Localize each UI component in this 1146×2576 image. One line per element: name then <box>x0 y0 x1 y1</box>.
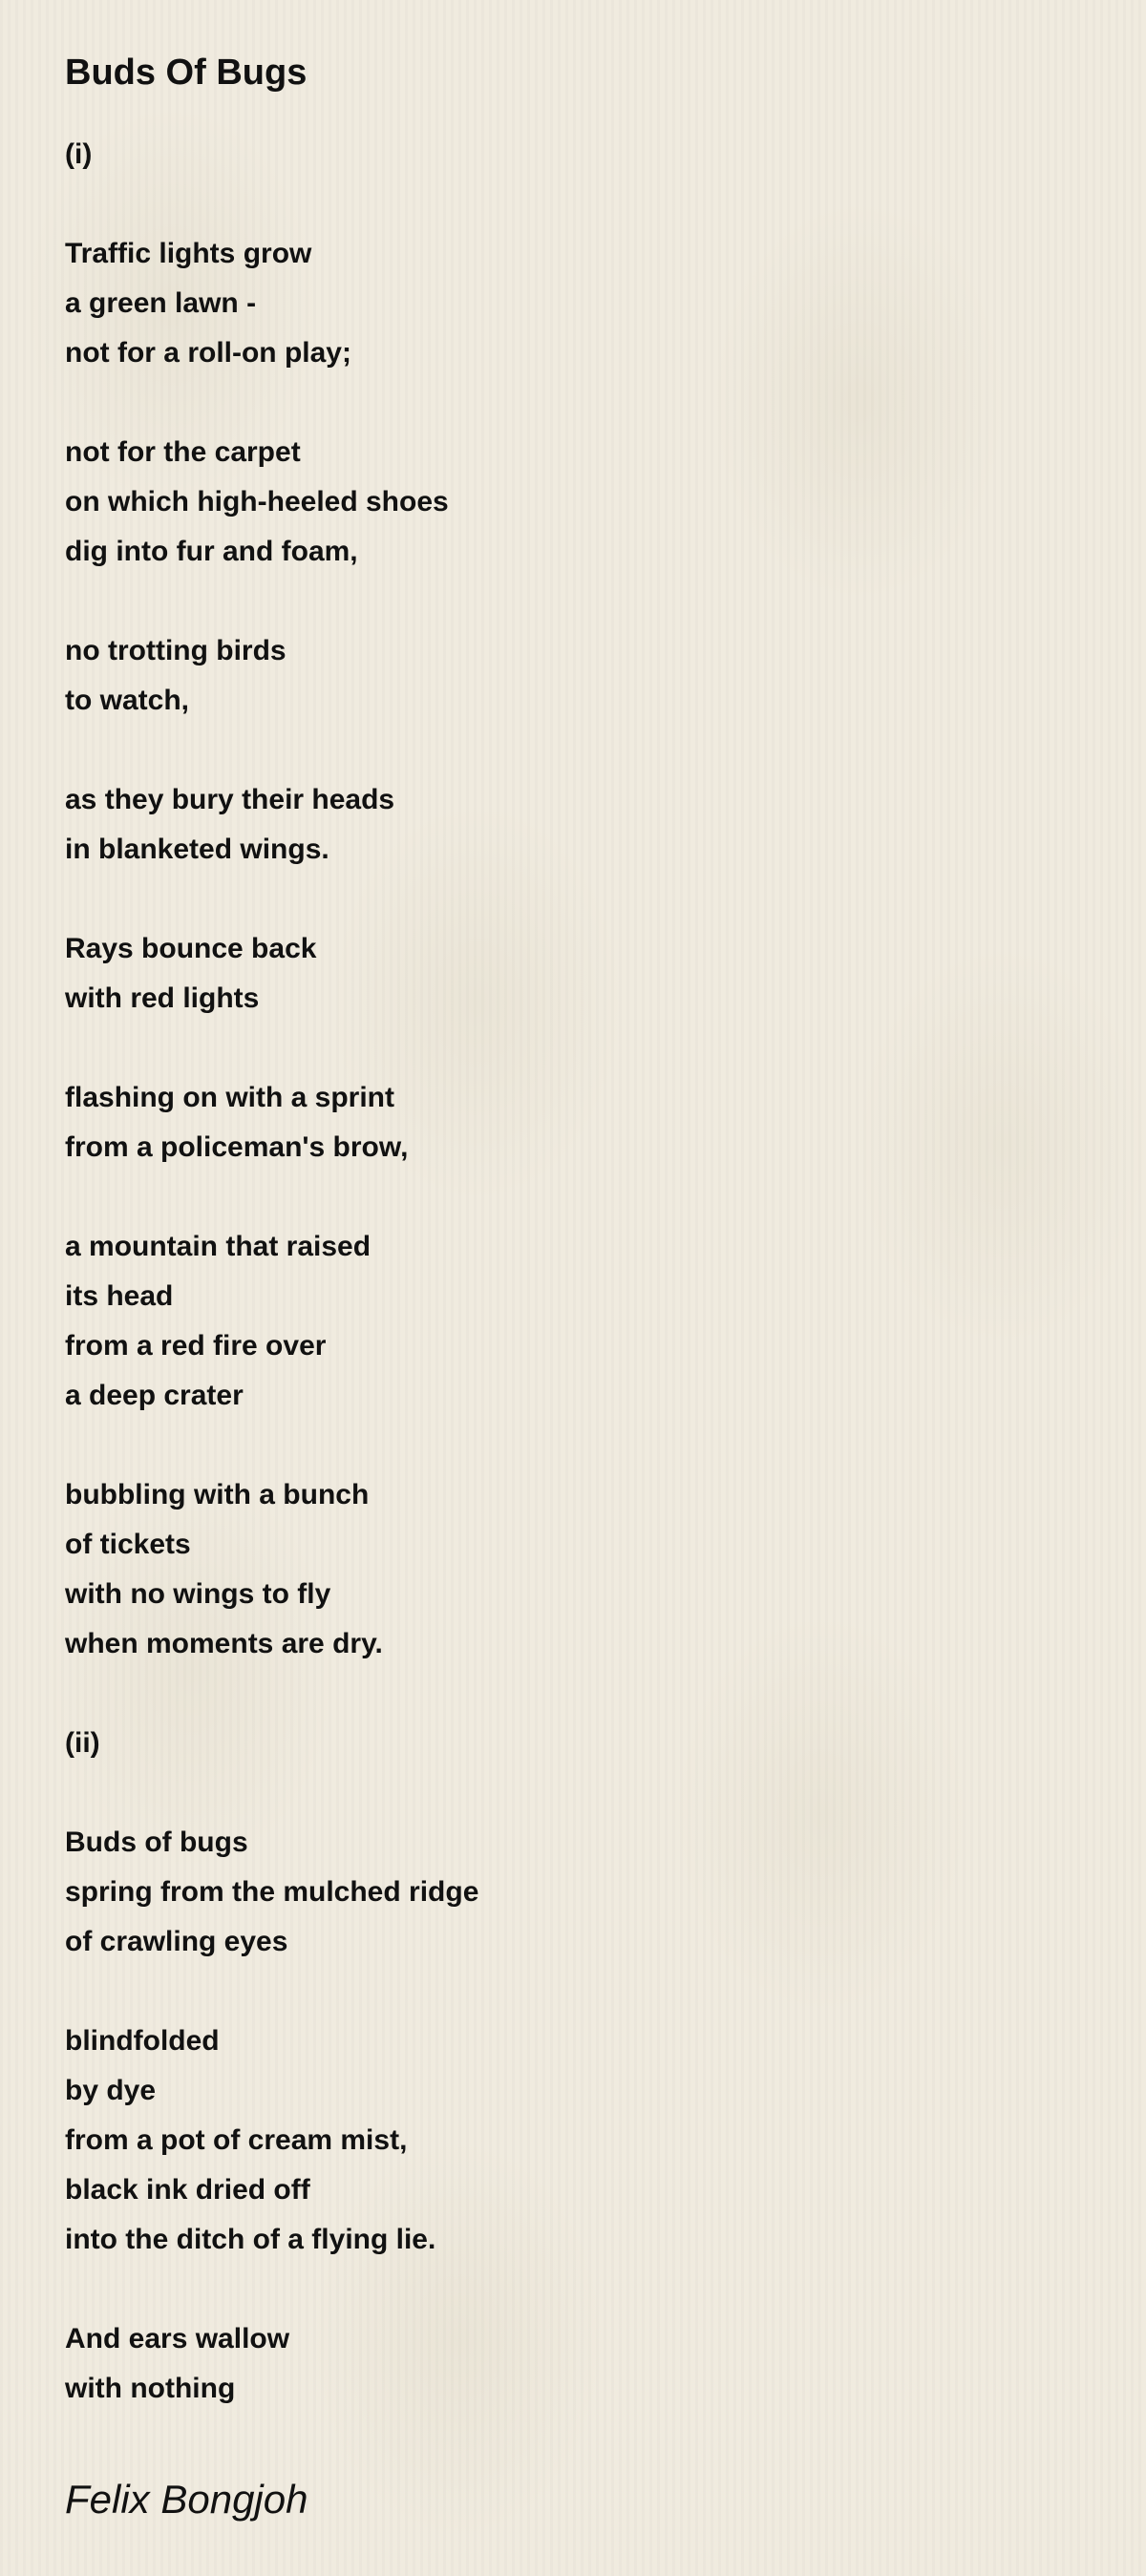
stanza <box>65 428 1096 577</box>
stanza <box>65 1073 1096 1172</box>
stanza <box>65 1222 1096 1421</box>
poem-line: a deep crater <box>65 1380 244 1411</box>
poem-body <box>65 130 1096 2414</box>
poem-line: from a pot of cream mist, <box>65 2124 408 2156</box>
poem-line: blindfolded <box>65 2025 220 2057</box>
stanza <box>65 1818 1096 1967</box>
poem-line: dig into fur and foam, <box>65 536 358 567</box>
stanza <box>65 775 1096 875</box>
stanza <box>65 626 1096 726</box>
poem-line: into the ditch of a flying lie. <box>65 2224 436 2255</box>
poem-line: in blanketed wings. <box>65 834 329 865</box>
stanza <box>65 1719 1096 1768</box>
stanza <box>65 229 1096 378</box>
poem-line: to watch, <box>65 685 190 716</box>
poem-line: a green lawn - <box>65 287 257 319</box>
poem-line: with no wings to fly <box>65 1578 331 1610</box>
poem-line: (ii) <box>65 1727 100 1759</box>
poem-line: not for a roll-on play; <box>65 337 351 369</box>
poem-line: from a policeman's brow, <box>65 1131 409 1163</box>
poem-line: when moments are dry. <box>65 1628 383 1659</box>
poem-line: And ears wallow <box>65 2323 290 2354</box>
poem-line: from a red fire over <box>65 1330 327 1362</box>
poem-line: with red lights <box>65 982 260 1014</box>
poem-line: of crawling eyes <box>65 1926 288 1957</box>
poem-line: as they bury their heads <box>65 784 395 815</box>
poem-line: black ink dried off <box>65 2174 310 2206</box>
poem-line: spring from the mulched ridge <box>65 1876 479 1908</box>
poem-line: Traffic lights grow <box>65 238 312 269</box>
stanza <box>65 2016 1096 2265</box>
poem-line: Rays bounce back <box>65 933 317 964</box>
poem-author[interactable]: Felix Bongjoh <box>65 2477 308 2522</box>
stanza <box>65 1470 1096 1669</box>
poem-line: no trotting birds <box>65 635 286 666</box>
poem-line: its head <box>65 1280 174 1312</box>
poem-container <box>65 46 1096 2463</box>
poem-line: with nothing <box>65 2373 236 2404</box>
poem-line: not for the carpet <box>65 436 301 468</box>
poem-line: a mountain that raised <box>65 1231 371 1262</box>
stanza <box>65 130 1096 179</box>
poem-line: flashing on with a sprint <box>65 1082 394 1113</box>
poem-line: of tickets <box>65 1529 191 1560</box>
stanza <box>65 924 1096 1024</box>
poem-title: Buds Of Bugs <box>65 53 308 93</box>
poem-line: by dye <box>65 2075 157 2106</box>
poem-line: on which high-heeled shoes <box>65 486 449 517</box>
stanza <box>65 2314 1096 2414</box>
poem-line: (i) <box>65 138 93 170</box>
poem-line: bubbling with a bunch <box>65 1479 370 1510</box>
poem-line: Buds of bugs <box>65 1826 248 1858</box>
